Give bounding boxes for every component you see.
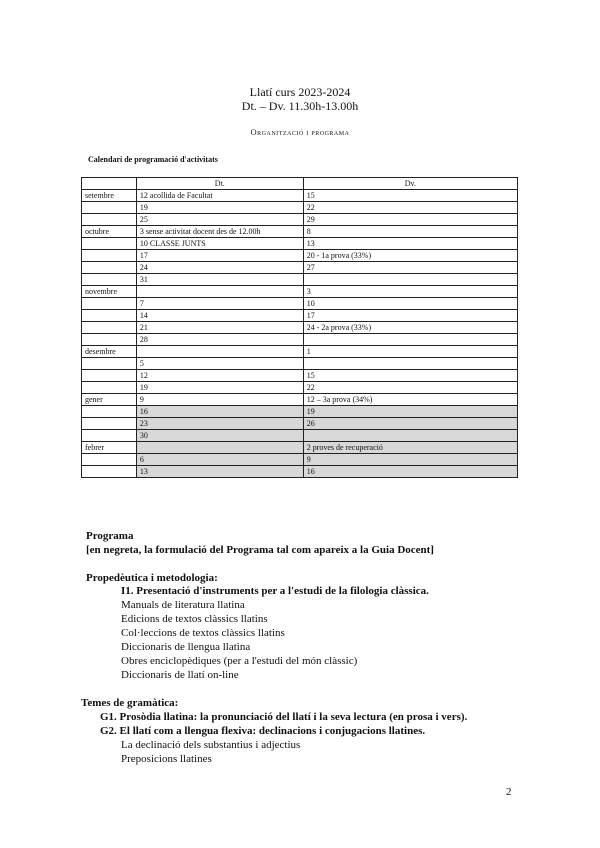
cell-dt: 13 [136,466,303,478]
section-propedeutica-title: Propedèutica i metodologia: [86,572,218,584]
cell-dv: 19 [303,406,517,418]
table-row [82,358,518,370]
table-row [82,274,518,286]
cell-month [82,310,137,322]
cell-month [82,454,137,466]
cell-dv: 15 [303,190,517,202]
cell-dt: 5 [136,358,303,370]
calendar-table [81,177,518,478]
list-item: Edicions de textos clàssics llatins [121,613,268,625]
cell-dv: 9 [303,454,517,466]
calendar-caption: Calendari de programació d'activitats [88,155,218,164]
cell-month: febrer [82,442,137,454]
cell-dt: 19 [136,382,303,394]
cell-month [82,382,137,394]
calendar-header-row [82,178,518,190]
table-row [82,226,518,238]
cell-dt: 7 [136,298,303,310]
list-item: Manuals de literatura llatina [121,599,245,611]
course-schedule: Dt. – Dv. 11.30h-13.00h [241,99,359,113]
cell-dv: 24 - 2a prova (33%) [303,322,517,334]
table-row [82,250,518,262]
programa-title: Programa [86,530,134,542]
table-row [82,334,518,346]
table-row [82,370,518,382]
cell-dv: 16 [303,466,517,478]
cell-dt [136,442,303,454]
cell-dt [136,346,303,358]
table-row [82,382,518,394]
cell-dv: 3 [303,286,517,298]
cell-dv: 12 – 3a prova (34%) [303,394,517,406]
cell-dt: 14 [136,310,303,322]
list-item: Diccionaris de llengua llatina [121,641,251,653]
table-row [82,286,518,298]
cell-dv: 17 [303,310,517,322]
cell-month [82,358,137,370]
cell-month: setembre [82,190,137,202]
cell-dt: 30 [136,430,303,442]
cell-dv: 26 [303,418,517,430]
header-dt: Dt. [136,178,303,190]
cell-dv: 22 [303,382,517,394]
cell-month [82,322,137,334]
table-row [82,394,518,406]
cell-month: octubre [82,226,137,238]
section-g1-heading: G1. Prosòdia llatina: la pronunciació del llatí i la seva lectura (en prosa i vers). [100,711,468,723]
cell-dv [303,274,517,286]
cell-month: novembre [82,286,137,298]
cell-dt: 12 acollida de Facultat [136,190,303,202]
table-row [82,418,518,430]
cell-month: gener [82,394,137,406]
table-row [82,442,518,454]
cell-month [82,418,137,430]
table-row [82,466,518,478]
cell-dt: 25 [136,214,303,226]
cell-dv: 13 [303,238,517,250]
table-row [82,190,518,202]
programa-note: [en negreta, la formulació del Programa tal com apareix a la Guia Docent] [86,544,434,556]
cell-dt: 3 sense activitat docent des de 12.00h [136,226,303,238]
cell-dt: 12 [136,370,303,382]
cell-month [82,274,137,286]
cell-dv: 20 - 1a prova (33%) [303,250,517,262]
cell-dv: 10 [303,298,517,310]
cell-dt: 10 CLASSE JUNTS [136,238,303,250]
course-title: Llatí curs 2023-2024 [249,85,351,99]
cell-dv: 15 [303,370,517,382]
table-row [82,322,518,334]
cell-dt: 9 [136,394,303,406]
cell-dv: 27 [303,262,517,274]
cell-month [82,334,137,346]
list-item: La declinació dels substantius i adjectius [121,739,301,751]
cell-dv [303,334,517,346]
cell-dt: 31 [136,274,303,286]
cell-dv: 1 [303,346,517,358]
header-dv: Dv. [303,178,517,190]
table-row [82,430,518,442]
cell-month [82,214,137,226]
list-item: Diccionaris de llatí on-line [121,669,239,681]
cell-month [82,298,137,310]
table-row [82,238,518,250]
table-row [82,202,518,214]
cell-dv [303,430,517,442]
table-row [82,454,518,466]
list-item: Preposicions llatines [121,753,212,765]
page-number: 2 [506,786,512,798]
cell-month [82,202,137,214]
cell-dv: 8 [303,226,517,238]
header-month [82,178,137,190]
cell-dt: 17 [136,250,303,262]
cell-dt: 19 [136,202,303,214]
list-item: Obres enciclopèdiques (per a l'estudi del món clàssic) [121,655,358,667]
cell-month [82,406,137,418]
cell-month [82,370,137,382]
cell-dt [136,286,303,298]
cell-month [82,430,137,442]
calendar-body [82,190,518,478]
table-row [82,298,518,310]
table-row [82,346,518,358]
cell-month [82,262,137,274]
section-gramatica-title: Temes de gramàtica: [81,697,179,709]
table-row [82,214,518,226]
cell-month [82,466,137,478]
cell-dt: 24 [136,262,303,274]
table-row [82,310,518,322]
list-item: Col·leccions de textos clàssics llatins [121,627,285,639]
cell-dt: 6 [136,454,303,466]
table-row [82,262,518,274]
cell-dv: 2 proves de recuperació [303,442,517,454]
cell-month [82,250,137,262]
cell-dv: 22 [303,202,517,214]
cell-dt: 16 [136,406,303,418]
cell-dv [303,358,517,370]
section-i1-heading: I1. Presentació d'instruments per a l'estudi de la filologia clàssica. [121,585,429,597]
section-subtitle: Organització i programa [250,127,350,137]
cell-month [82,238,137,250]
cell-month: desembre [82,346,137,358]
cell-dt: 23 [136,418,303,430]
cell-dv: 29 [303,214,517,226]
section-g2-heading: G2. El llatí com a llengua flexiva: declinacions i conjugacions llatines. [100,725,426,737]
cell-dt: 28 [136,334,303,346]
cell-dt: 21 [136,322,303,334]
table-row [82,406,518,418]
